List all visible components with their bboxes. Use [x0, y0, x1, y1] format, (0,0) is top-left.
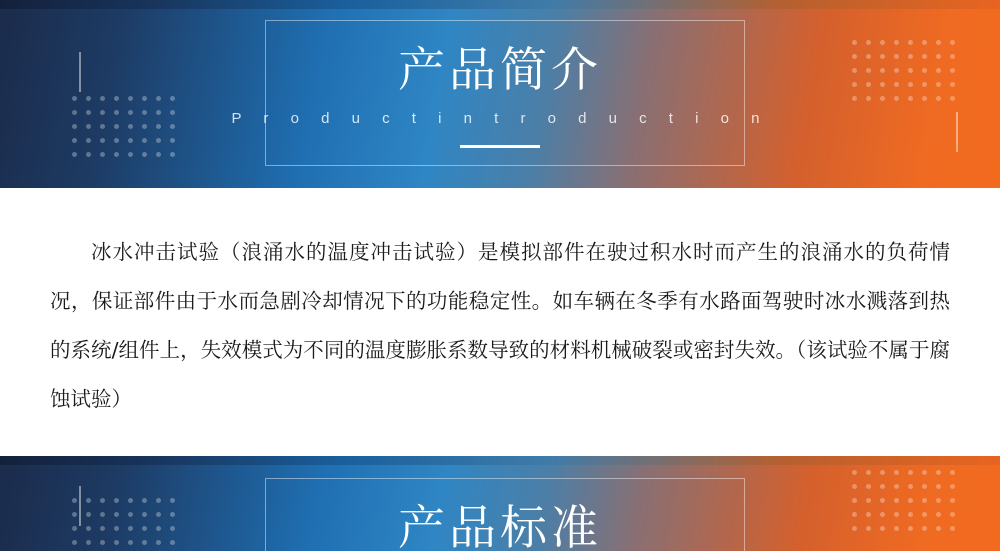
- section-header-product-introduction: [0, 0, 1000, 188]
- section-title-cn: 产品简介: [398, 43, 602, 96]
- banner-top-strip: [0, 0, 1000, 9]
- banner-title-block-bottom: [0, 502, 1000, 551]
- section-title-cn-bottom: 产品标准: [398, 501, 602, 551]
- section-title-en: P r o d u c t i n t r o d u c t i o n: [231, 109, 769, 127]
- section-header-product-standard: [0, 456, 1000, 551]
- section-body-product-introduction: [0, 188, 1000, 456]
- banner-title-block: [0, 44, 1000, 148]
- title-underline: [460, 145, 540, 148]
- banner-bottom-strip: [0, 456, 1000, 465]
- body-paragraph: 冰水冲击试验（浪涌水的温度冲击试验）是模拟部件在驶过积水时而产生的浪涌水的负荷情况，保证部件由于水而急剧冷却情况下的功能稳定性。如车辆在冬季有水路面驾驶时冰水溅落到热的系统/组件上，失效模式为不同的温度膨胀系数导致的材料机械破裂或密封失效。（该试验不属于腐蚀试验）: [50, 240, 950, 411]
